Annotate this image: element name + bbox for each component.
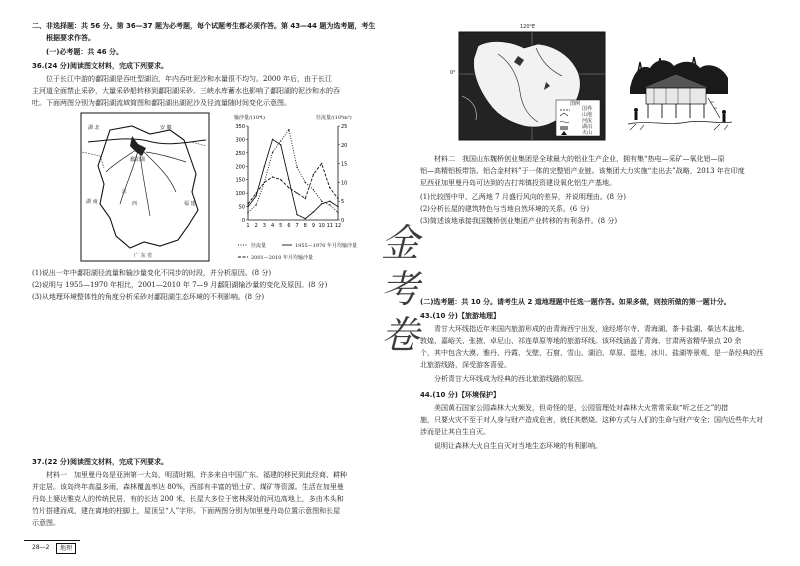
map-label-lake: 鄱阳湖 bbox=[130, 157, 146, 163]
series-2-point bbox=[247, 203, 248, 204]
q43-para-3: 个，其中包含大漠、雅丹、丹霞、戈壁、石窟、雪山、湖泊、草原、湿地、冰川、盐湖等景观，是一条经典的西 bbox=[420, 349, 763, 357]
x-tick-label: 12 bbox=[334, 223, 342, 229]
y-right-tick-label: 15 bbox=[341, 161, 348, 168]
map-label-fujian: 福 建 bbox=[184, 201, 196, 207]
poyang-basin-map bbox=[80, 112, 210, 262]
x-tick-label: 11 bbox=[326, 223, 334, 229]
y-right-tick-label: 0 bbox=[341, 218, 345, 224]
y-right-tick-label: 5 bbox=[341, 199, 345, 206]
legend-1955: 1955—1970 年月均输沙量 bbox=[295, 243, 358, 249]
q37-material2-line1: 材料二 我国山东魏桥创业集团是全球最大的铝业生产企业，拥有集“热电—采矿—氧化铝—原 bbox=[434, 155, 725, 163]
legend-river: 河流 bbox=[582, 118, 593, 124]
y-left-tick-label: 50 bbox=[238, 204, 245, 211]
q43-para-2: 敦煌、嘉峪关、张掖、卓尼山、祁连草原等地的旅游环线。该环线涵盖了青海、甘肃两省精华景点 20 余 bbox=[420, 337, 742, 345]
x-tick-label: 4 bbox=[270, 223, 275, 229]
q36-head: 36.(24 分)阅读图文材料，完成下列要求。 bbox=[32, 62, 168, 70]
q43-head: 43.(10 分)【旅游地理】 bbox=[420, 312, 500, 320]
q37-sub-1: (1)比较图中甲、乙两地 7 月盛行风向的差异，并说明理由。(8 分) bbox=[420, 193, 626, 201]
footer-rule bbox=[24, 540, 80, 541]
q37-material1-line3: 丹岛上婆达雅克人的传统民居，有的长达 200 米，长屋大多位于密林深处的河边高地上，多由木头和 bbox=[32, 495, 344, 503]
x-tick-label: 7 bbox=[295, 223, 299, 229]
y-left-tick-label: 200 bbox=[235, 164, 245, 171]
series-0-point bbox=[247, 212, 248, 213]
series-1-point bbox=[296, 214, 297, 215]
y-left-tick-label: 250 bbox=[235, 150, 245, 157]
legend-2001: 2001—2010 年月均输沙量 bbox=[251, 255, 314, 261]
legend-lake: 湖泊 bbox=[582, 124, 593, 130]
q36-sub-1: (1)说出一年中鄱阳湖径流量和输沙量变化不同步的时段，并分析原因。(8 分) bbox=[32, 269, 272, 277]
legend-runoff: 径流量 bbox=[251, 243, 267, 249]
x-tick-label: 5 bbox=[279, 223, 283, 229]
series-1-point bbox=[321, 203, 322, 204]
y-right-tick-label: 20 bbox=[341, 142, 348, 149]
elective-title: (二)选考题：共 10 分。请考生从 2 道地理题中任选一题作答。如果多做，则按所做的第一题计分。 bbox=[420, 298, 731, 306]
series-2-point bbox=[321, 163, 322, 164]
series-1-point bbox=[288, 179, 289, 180]
legend-border: 国界 bbox=[582, 106, 593, 112]
map-legend-title: 图例 bbox=[570, 101, 581, 107]
series-1-point bbox=[264, 166, 265, 167]
q36-para-1: 位于长江中游的鄱阳湖是吞吐型湖泊，年内吞吐泥沙和水量很不均匀。2000 年后，由于长江 bbox=[46, 75, 333, 83]
map-label-guangdong: 广 东 省 bbox=[134, 253, 153, 259]
y-left-tick-label: 150 bbox=[235, 177, 245, 184]
map-label-xi: 西 bbox=[132, 201, 138, 207]
q44-para-3: 涉而是让其自生自灭。 bbox=[420, 428, 490, 436]
chart-y-right-label: 径流量/(10⁸m³) bbox=[316, 115, 352, 121]
q43-para-1: 青甘大环线指近年来国内旅游形成的由青海西宁出发，途经塔尔寺、青海湖、茶卡盐湖、柴达木盆地、 bbox=[434, 325, 749, 333]
series-0-point bbox=[321, 201, 322, 202]
legend-mountain: 山地 bbox=[582, 112, 593, 118]
sediment-runoff-chart bbox=[228, 120, 358, 238]
series-2-point bbox=[313, 174, 314, 175]
q36-para-3: 吐。下面两图分别为鄱阳湖流域简图和鄱阳湖出湖泥沙及径流量随时间变化示意图。 bbox=[32, 99, 291, 107]
series-1-point bbox=[272, 139, 273, 140]
series-2-point bbox=[264, 182, 265, 183]
series-2-point bbox=[305, 198, 306, 199]
footer-page-number: 28—2 bbox=[32, 544, 50, 551]
series-2-point bbox=[296, 192, 297, 193]
series-2-point bbox=[288, 187, 289, 188]
section2-title: 二、非选择题：共 56 分。第 36—37 题为必考题，每个试题考生都必须作答。第 43—44 题为选考题，考生 bbox=[32, 22, 376, 30]
legend-volcano: 火山 bbox=[582, 130, 593, 136]
q36-sub-3: (3)从地理环境整体性的角度分析采砂对鄱阳湖生态环境的不利影响。(8 分) bbox=[32, 293, 265, 301]
q37-head: 37.(22 分)阅读图文材料，完成下列要求。 bbox=[32, 458, 168, 466]
x-tick-label: 10 bbox=[318, 223, 325, 229]
q44-para-2: 施，只要火灾不至于对人身与财产造成危害，就任其燃烧。这种方式与人们的生命与财产安全；国内近些年大对 bbox=[420, 416, 763, 424]
series-0-point bbox=[313, 189, 314, 190]
y-left-tick-label: 0 bbox=[241, 218, 245, 224]
map-label-jiang: 江 bbox=[122, 189, 128, 195]
q37-sub-2: (2)分析长屋的建筑特色与当地自然环境的关系。(6 分) bbox=[420, 205, 590, 213]
q36-sub-2: (2)说明与 1955—1970 年相比，2001—2010 年 7—9 月鄱阳湖输沙量的变化及原因。(8 分) bbox=[32, 281, 328, 289]
series-1-point bbox=[255, 195, 256, 196]
map-label-hunan: 湖 南 bbox=[86, 199, 98, 205]
series-0-point bbox=[280, 140, 281, 141]
x-tick-label: 3 bbox=[262, 223, 266, 229]
required-title: (一)必考题：共 46 分。 bbox=[46, 48, 124, 56]
series-1-point bbox=[247, 206, 248, 207]
map-meridian-label: 120°E bbox=[520, 24, 536, 30]
series-0-point bbox=[255, 204, 256, 205]
series-0-point bbox=[272, 152, 273, 153]
footer-subject: 地理 bbox=[56, 543, 76, 554]
series-2-point bbox=[337, 198, 338, 199]
q37-material2-line3: 尼西亚加里曼丹岛可达到的吉打邦镇投资建设氧化铝生产基地。 bbox=[420, 179, 616, 187]
x-tick-label: 6 bbox=[287, 223, 291, 229]
longhouse-illustration bbox=[628, 54, 732, 134]
map-legend-list bbox=[582, 106, 592, 136]
series-1-point bbox=[313, 211, 314, 212]
series-0-point bbox=[337, 212, 338, 213]
x-tick-label: 8 bbox=[303, 223, 307, 229]
map-label-hubei: 湖 北 bbox=[88, 125, 100, 131]
x-tick-label: 2 bbox=[254, 223, 258, 229]
x-tick-label: 9 bbox=[311, 223, 316, 229]
series-0-point bbox=[288, 129, 289, 130]
map-label-anhui: 安 徽 bbox=[160, 125, 172, 131]
y-left-tick-label: 300 bbox=[235, 137, 245, 144]
watermark-calligraphy: 金考卷 bbox=[380, 221, 419, 357]
y-left-tick-label: 350 bbox=[235, 124, 245, 130]
y-right-tick-label: 25 bbox=[341, 124, 348, 130]
q37-material1-line2: 并定居。该岛终年高温多雨，森林覆盖率达 80%，西部有丰富的铝土矿、煤矿等资源。生活在加里曼 bbox=[32, 483, 344, 491]
q44-para-1: 美国黄石国家公园森林大火频发，但奇怪的是，公园管理处对森林大火常常采取“听之任之”的措 bbox=[434, 404, 729, 412]
q44-head: 44.(10 分)【环境保护】 bbox=[420, 391, 500, 399]
q37-sub-3: (3)简述该地承接我国魏桥创业集团产业转移的有利条件。(8 分) bbox=[420, 217, 618, 225]
series-1-point bbox=[280, 144, 281, 145]
q43-para-4: 北旅游线路，深受游客喜爱。 bbox=[420, 361, 511, 369]
chart-y-left-label: 输沙量/(10⁴t) bbox=[234, 115, 265, 121]
series-2-point bbox=[255, 192, 256, 193]
q37-material1-line4: 竹片搭建而成，建在离地的柱脚上，屋顶呈“人”字形。下面两图分别为加里曼丹岛位置示意图和长屋 bbox=[32, 507, 341, 515]
series-1-point bbox=[305, 218, 306, 219]
series-0-point bbox=[296, 167, 297, 168]
y-right-tick-label: 10 bbox=[341, 180, 348, 187]
series-1-point bbox=[337, 206, 338, 207]
series-0-point bbox=[329, 204, 330, 205]
series-0-point bbox=[305, 182, 306, 183]
q37-material1-line1: 材料一 加里曼丹岛是亚洲第一大岛，明清时期，许多来自中国广东、福建的移民到此经商、耕种 bbox=[46, 471, 347, 479]
q37-material1-line5: 示意图。 bbox=[32, 519, 60, 527]
series-2-point bbox=[280, 179, 281, 180]
section2-title-cont: 根据要求作答。 bbox=[46, 34, 95, 42]
q36-para-2: 主河道全面禁止采砂，大量采砂船转移到鄱阳湖采砂。三峡水库蓄水也影响了鄱阳湖的泥沙和水的吞 bbox=[32, 87, 340, 95]
q44-question: 说明让森林大火自生自灭对当地生态环境的有利影响。 bbox=[434, 442, 602, 450]
series-1-point bbox=[329, 201, 330, 202]
series-2-point bbox=[272, 176, 273, 177]
x-tick-label: 1 bbox=[246, 223, 250, 229]
series-2-point bbox=[329, 187, 330, 188]
q37-material2-line2: 铝—高精铝板带箔、铝合金材料”于一体的完整铝产业链。该集团大力实施“走出去”战略，2013 年在印度 bbox=[420, 167, 745, 175]
map-parallel-label: 0° bbox=[450, 70, 456, 76]
q43-question: 分析青甘大环线成为经典的西北旅游线路的原因。 bbox=[434, 375, 588, 383]
series-line-1 bbox=[248, 139, 338, 218]
y-left-tick-label: 100 bbox=[235, 191, 245, 198]
